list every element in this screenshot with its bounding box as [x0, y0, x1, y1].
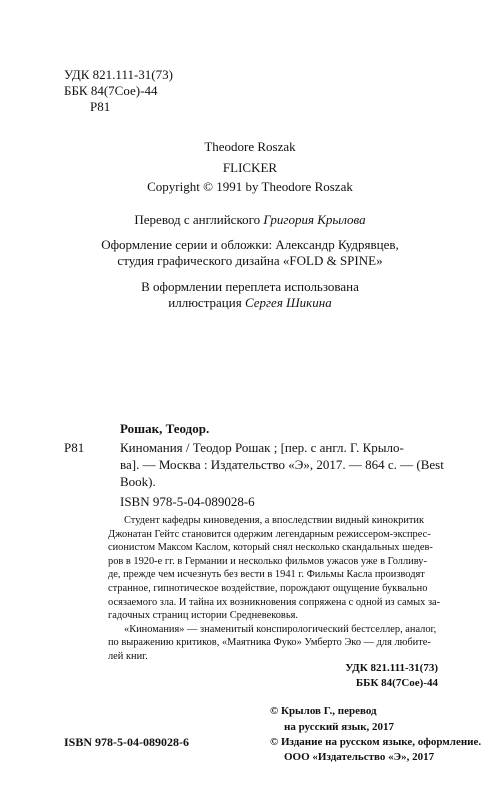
- catalog-line1: Киномания / Теодор Рошак ; [пер. с англ. Г. Крыло-: [120, 440, 404, 455]
- annotation-line: лей книг.: [108, 650, 148, 662]
- header-author-code: Р81: [90, 99, 111, 114]
- copyright-line4: ООО «Издательство «Э», 2017: [284, 751, 435, 763]
- illustration-prefix: иллюстрация: [168, 295, 245, 310]
- copyright-line2: на русский язык, 2017: [284, 721, 395, 733]
- annotation-line: странное, гипнотическое воздействие, порождают ощущение буквально: [108, 582, 428, 594]
- design-credit-line1: Оформление серии и обложки: Александр Кудрявцев,: [101, 237, 399, 252]
- annotation-line: «Киномания» — знаменитый конспирологический бестселлер, аналог,: [124, 623, 437, 635]
- copyright-line1: © Крылов Г., перевод: [270, 705, 377, 717]
- catalog-udk: УДК 821.111-31(73): [345, 662, 438, 674]
- illustrator-name: Сергея Шикина: [244, 295, 332, 310]
- annotation-line: Джонатан Гейтс становится одержим легендарным режиссером-экспрес-: [108, 528, 431, 540]
- annotation-line: гадочных страниц истории Средневековья.: [108, 610, 298, 622]
- copyright-line3: © Издание на русском языке, оформление.: [270, 736, 482, 748]
- annotation-line: ров в 1920-е гг. в Германии и несколько фильмов ужасов уже в Голливу-: [108, 555, 427, 567]
- catalog-line3: Book).: [120, 474, 156, 489]
- header-bbk: ББК 84(7Сое)-44: [64, 83, 158, 98]
- original-author: Theodore Roszak: [204, 139, 296, 154]
- design-credit-line2: студия графического дизайна «FOLD & SPINE»: [117, 253, 383, 268]
- catalog-bbk: ББК 84(7Сое)-44: [355, 677, 438, 689]
- catalog-code: Р81: [64, 440, 85, 455]
- original-copyright: Copyright © 1991 by Theodore Roszak: [147, 179, 353, 194]
- original-title: FLICKER: [222, 160, 278, 175]
- illustration-line1: В оформлении переплета использована: [141, 279, 359, 294]
- annotation: [108, 514, 441, 664]
- translator-name: Григория Крылова: [263, 212, 366, 227]
- footer-isbn: ISBN 978-5-04-089028-6: [64, 735, 189, 749]
- catalog-isbn: ISBN 978-5-04-089028-6: [120, 494, 255, 509]
- annotation-line: осязаемого зла. И тайна их возникновения сопряжена с одной из самых за-: [108, 596, 441, 608]
- catalog-heading: Рошак, Теодор.: [120, 421, 210, 436]
- annotation-line: Студент кафедры киноведения, а впоследствии видный кинокритик: [124, 515, 425, 526]
- annotation-line: сионистом Максом Каслом, который снял несколько скандальных шедев-: [108, 542, 433, 554]
- annotation-line: де, прежде чем исчезнуть без вести в 1941 г. Фильмы Касла производят: [108, 569, 425, 581]
- header-udk: УДК 821.111-31(73): [64, 67, 173, 82]
- annotation-line: по выражению критиков, «Маятника Фуко» Умберто Эко — для любите-: [108, 637, 431, 649]
- illustration-line2: [0, 295, 500, 311]
- translation-credit: [0, 212, 500, 228]
- translation-prefix: Перевод с английского: [134, 212, 264, 227]
- catalog-line2: ва]. — Москва : Издательство «Э», 2017. — 864 с. — (Best: [120, 457, 444, 472]
